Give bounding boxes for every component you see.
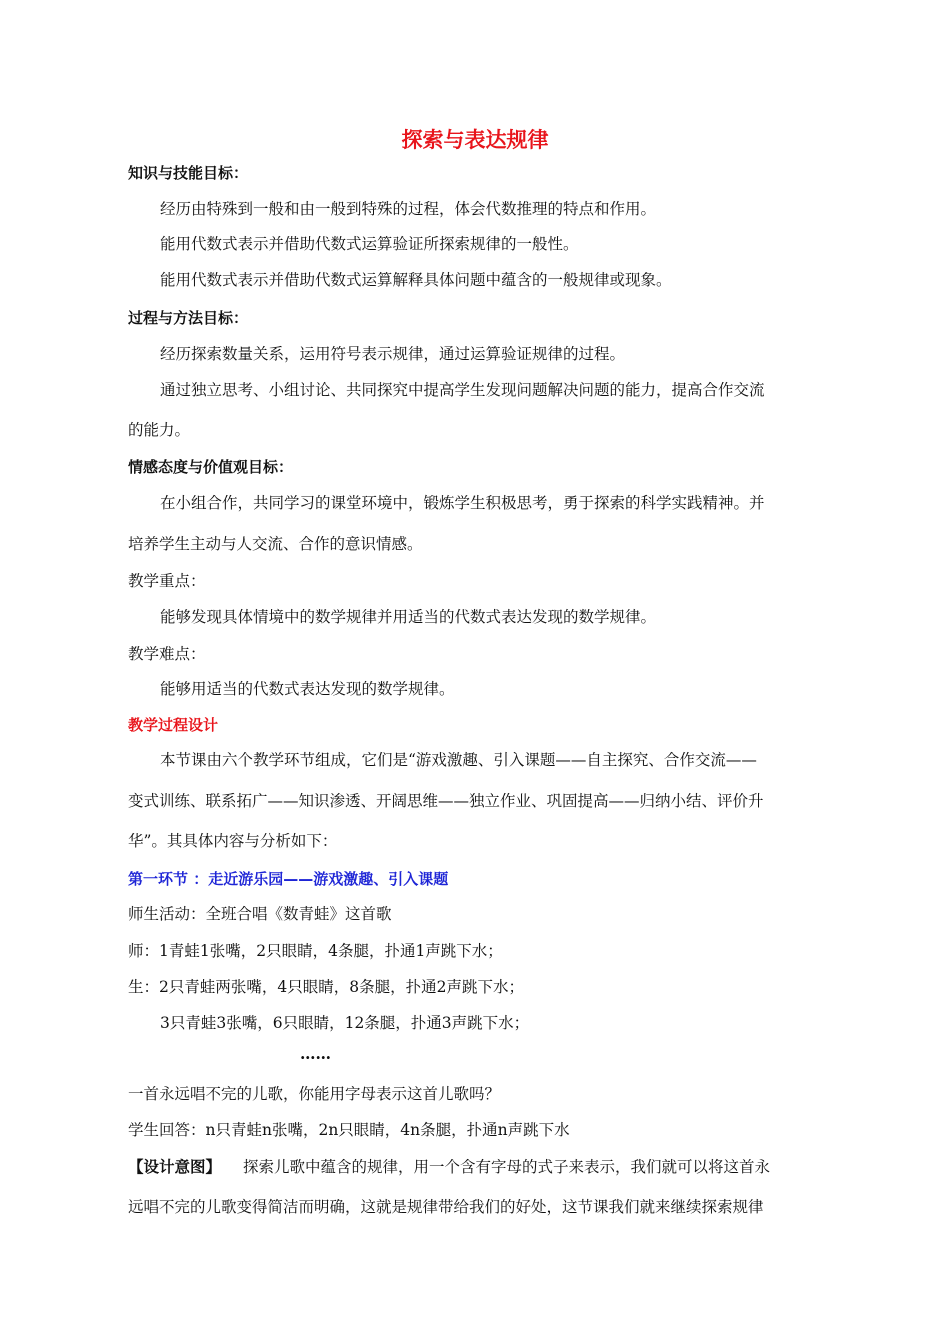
process-item: 通过独立思考、小组讨论、共同探究中提高学生发现问题解决问题的能力，提高合作交流 [160, 381, 765, 399]
stage1-line: 学生回答：n只青蛙n张嘴，2n只眼睛，4n条腿，扑通n声跳下水 [128, 1121, 570, 1139]
design-paragraph-line: 本节课由六个教学环节组成，它们是“游戏激趣、引入课题——自主探究、合作交流—— [160, 751, 757, 769]
knowledge-item: 能用代数式表示并借助代数式运算解释具体问题中蕴含的一般规律或现象。 [160, 271, 672, 289]
knowledge-item: 能用代数式表示并借助代数式运算验证所探索规律的一般性。 [160, 235, 579, 253]
knowledge-heading: 知识与技能目标： [128, 164, 249, 182]
stage1-line: 师生活动：全班合唱《数青蛙》这首歌 [128, 905, 392, 923]
process-item: 经历探索数量关系，运用符号表示规律，通过运算验证规律的过程。 [160, 345, 626, 363]
intent-line: 探索儿歌中蕴含的规律，用一个含有字母的式子来表示，我们就可以将这首永 [243, 1158, 771, 1176]
attitude-item: 培养学生主动与人交流、合作的意识情感。 [128, 535, 423, 553]
stage1-line: 师：1青蛙1张嘴，2只眼睛，4条腿，扑通1声跳下水； [128, 942, 503, 960]
stage1-heading: 第一环节 ：走近游乐园——游戏激趣、引入课题 [128, 870, 449, 888]
knowledge-item: 经历由特殊到一般和由一般到特殊的过程，体会代数推理的特点和作用。 [160, 200, 657, 218]
process-item: 的能力。 [128, 421, 191, 439]
intent-label: 【设计意图】 [128, 1157, 222, 1176]
page-title: 探索与表达规律 [401, 128, 549, 152]
design-paragraph-line: 华”。其具体内容与分析如下： [128, 832, 338, 850]
difficulty-label: 教学难点： [128, 645, 206, 663]
intent-line: 远唱不完的儿歌变得简洁而明确，这就是规律带给我们的好处，这节课我们就来继续探索规律 [128, 1198, 764, 1216]
stage1-line: 生：2只青蛙两张嘴，4只眼睛，8条腿，扑通2声跳下水； [128, 978, 524, 996]
process-heading: 过程与方法目标： [128, 309, 249, 327]
attitude-heading: 情感态度与价值观目标： [128, 458, 294, 476]
difficulty-text: 能够用适当的代数式表达发现的数学规律。 [160, 680, 455, 698]
stage1-line: 一首永远唱不完的儿歌，你能用字母表示这首儿歌吗？ [128, 1085, 501, 1103]
stage1-line: 3只青蛙3张嘴，6只眼睛，12条腿，扑通3声跳下水； [160, 1014, 530, 1032]
key-point-text: 能够发现具体情境中的数学规律并用适当的代数式表达发现的数学规律。 [160, 608, 657, 626]
key-point-label: 教学重点： [128, 572, 206, 590]
attitude-item: 在小组合作，共同学习的课堂环境中，锻炼学生积极思考，勇于探索的科学实践精神。并 [160, 494, 765, 512]
design-paragraph-line: 变式训练、联系拓广——知识渗透、开阔思维——独立作业、巩固提高——归纳小结、评价升 [128, 792, 764, 810]
design-heading: 教学过程设计 [128, 716, 219, 734]
ellipsis: …… [300, 1044, 331, 1063]
